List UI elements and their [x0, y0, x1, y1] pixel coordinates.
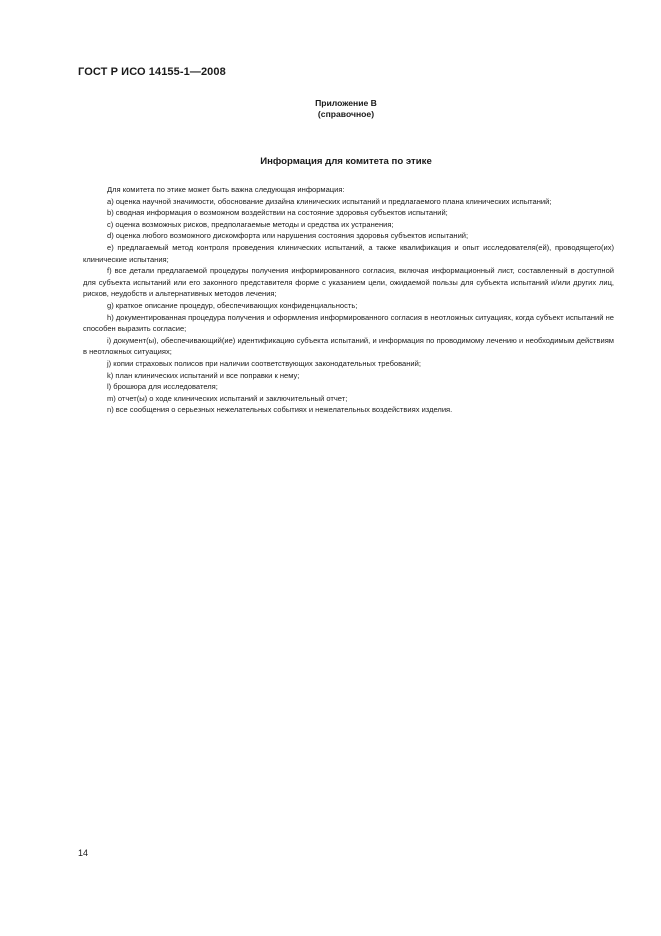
- body-text: [83, 184, 614, 416]
- list-item-d: d) оценка любого возможного дискомфорта или нарушения состояния здоровья субъектов испытаний;: [107, 231, 469, 241]
- list-item-c: c) оценка возможных рисков, предполагаемые методы и средства их устранения;: [107, 219, 394, 229]
- list-item-e: e) предлагаемый метод контроля проведения клинических испытаний, а также квалификация и опыт исследователя(ей), проводящего(их) клинические испытания;: [83, 242, 614, 264]
- list-item-h: h) документированная процедура получения и оформления информированного согласия в неотложных ситуациях, когда субъект испытаний не способен выразить согласие;: [83, 312, 614, 334]
- page-number: 14: [78, 848, 89, 858]
- list-item-j: j) копии страховых полисов при наличии соответствующих законодательных требований;: [107, 358, 421, 368]
- appendix-title: Приложение В: [315, 98, 377, 108]
- document-code: ГОСТ Р ИСО 14155-1—2008: [78, 66, 226, 78]
- list-item-n: n) все сообщения о серьезных нежелательных событиях и нежелательных воздействиях изделия.: [107, 405, 453, 415]
- list-item-i: i) документ(ы), обеспечивающий(ие) идентификацию субъекта испытаний, и информация по проводимому лечению и необходимым действиям в неотложных ситуациях;: [83, 335, 614, 357]
- appendix-subtitle: (справочное): [317, 109, 375, 119]
- list-item-l: l) брошюра для исследователя;: [107, 382, 218, 392]
- intro-paragraph: Для комитета по этике может быть важна следующая информация:: [107, 185, 345, 194]
- list-item-a: a) оценка научной значимости, обоснование дизайна клинических испытаний и предлагаемого плана клинических испытаний;: [107, 196, 552, 206]
- list-item-k: k) план клинических испытаний и все поправки к нему;: [107, 370, 300, 380]
- list-item-m: m) отчет(ы) о ходе клинических испытаний и заключительный отчет;: [107, 393, 348, 403]
- list-item-b: b) сводная информация о возможном воздействии на состояние здоровья субъектов испытаний;: [107, 208, 448, 218]
- section-title: Информация для комитета по этике: [260, 156, 432, 167]
- appendix-heading: [0, 98, 661, 120]
- list-item-f: f) все детали предлагаемой процедуры получения информированного согласия, включая информационный лист, составленный в доступной для субъекта испытаний или его законного представителя форме с указанием цели, ожидаемой пользы для субъекта испытаний и/или других лиц, рисков, неудобств и альтернативных методов лечения;: [83, 266, 614, 299]
- list-item-g: g) краткое описание процедур, обеспечивающих конфиденциальность;: [107, 300, 358, 310]
